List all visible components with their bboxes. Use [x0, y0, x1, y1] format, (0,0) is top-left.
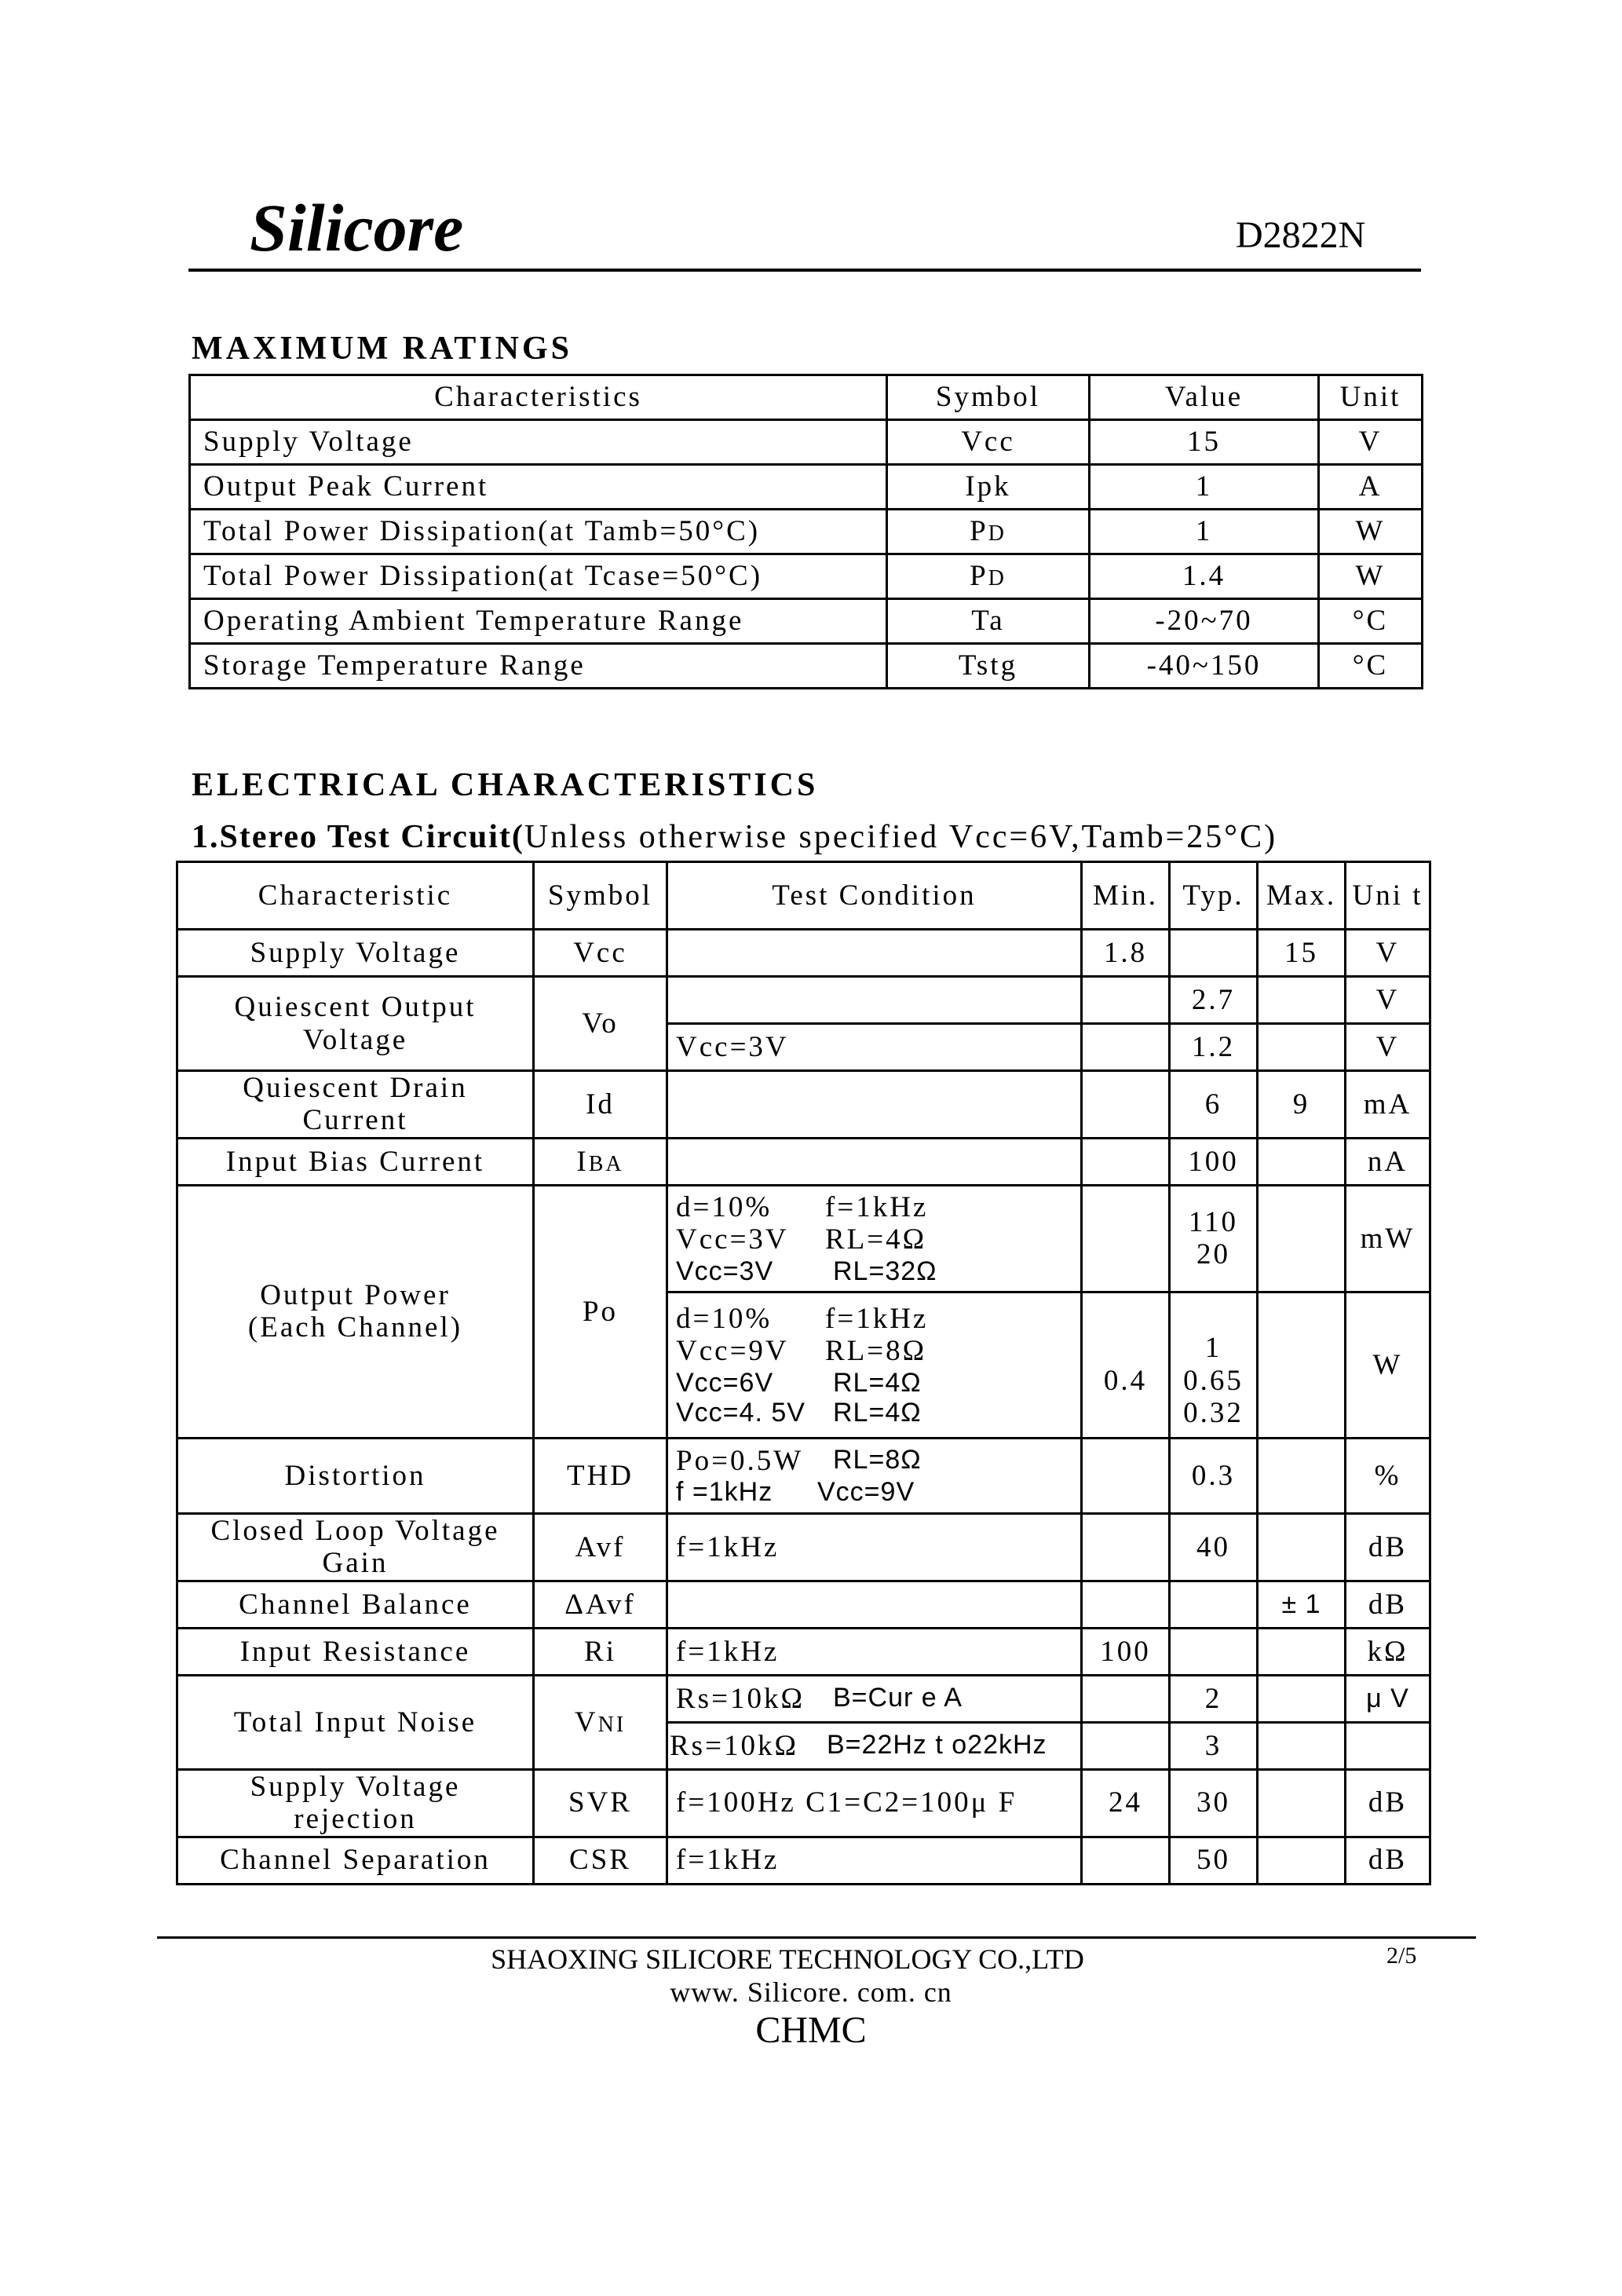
cell-unit: dB — [1346, 1837, 1430, 1884]
cell-max — [1258, 1292, 1346, 1438]
cell-characteristic: Operating Ambient Temperature Range — [190, 599, 887, 644]
condition-line — [676, 1445, 1072, 1477]
cell-typ: 6 — [1170, 1071, 1258, 1139]
cell-min: 100 — [1082, 1628, 1170, 1675]
cell-characteristic: Supply Voltage rejection — [177, 1769, 534, 1837]
cond-a: f =1kHz — [676, 1477, 773, 1508]
cell-symbol: Po — [534, 1185, 667, 1438]
cell-symbol — [534, 1138, 667, 1185]
cond-b: RL=8Ω — [825, 1335, 927, 1368]
cell-value: -20~70 — [1090, 599, 1319, 644]
cell-condition — [667, 1185, 1082, 1292]
table-row — [177, 1438, 1430, 1513]
symbol-main: P — [970, 560, 988, 593]
cell-condition: Vcc=3V — [667, 1024, 1082, 1071]
cond-a: Vcc=3V — [676, 1256, 774, 1286]
cell-characteristic: Closed Loop Voltage Gain — [177, 1513, 534, 1581]
table-row — [190, 510, 1423, 554]
col-unit: Unit — [1319, 375, 1423, 420]
cell-typ — [1170, 1185, 1258, 1292]
condition-line — [676, 1223, 1072, 1256]
cell-condition — [667, 1292, 1082, 1438]
cond-a: Po=0.5W — [676, 1444, 804, 1477]
cell-symbol: Vcc — [887, 420, 1090, 465]
table-row — [190, 465, 1423, 510]
condition-line — [676, 1683, 1072, 1715]
cell-unit: V — [1319, 420, 1423, 465]
col-unit: Uni t — [1346, 862, 1430, 930]
cell-condition: f=1kHz — [667, 1628, 1082, 1675]
cell-typ: 0.3 — [1170, 1438, 1258, 1513]
cell-min — [1082, 977, 1170, 1024]
symbol-main: V — [574, 1706, 598, 1738]
electrical-title: ELECTRICAL CHARACTERISTICS — [192, 767, 819, 803]
cell-unit: W — [1346, 1292, 1430, 1438]
cond-a: Vcc=6V — [676, 1367, 774, 1398]
symbol-subscript: D — [988, 566, 1006, 591]
cell-symbol — [534, 1675, 667, 1769]
cell-typ — [1170, 1628, 1258, 1675]
cell-symbol: Avf — [534, 1513, 667, 1581]
cond-a: d=10% — [676, 1190, 773, 1223]
table-row — [190, 599, 1423, 644]
cell-value: -40~150 — [1090, 644, 1319, 689]
cond-a: Rs=10kΩ — [676, 1682, 805, 1715]
cell-symbol: Vcc — [534, 930, 667, 977]
brand-logo: Silicore — [250, 190, 464, 265]
cell-unit: V — [1346, 977, 1430, 1024]
condition-line — [676, 1477, 1072, 1507]
cell-min — [1082, 1837, 1170, 1884]
cell-symbol: Tstg — [887, 644, 1090, 689]
cell-unit: A — [1319, 465, 1423, 510]
cell-max — [1258, 1185, 1346, 1292]
condition-line — [676, 1256, 1072, 1286]
footer-company — [0, 1943, 1622, 1976]
cell-min: 0.4 — [1082, 1292, 1170, 1438]
table-row — [177, 1185, 1430, 1292]
table-row — [177, 1769, 1430, 1837]
cell-min — [1082, 1438, 1170, 1513]
cell-symbol: THD — [534, 1438, 667, 1513]
cell-unit — [1346, 1722, 1430, 1769]
cell-condition: f=1kHz — [667, 1513, 1082, 1581]
cell-max: ± 1 — [1258, 1581, 1346, 1628]
condition-line — [676, 1368, 1072, 1398]
cell-max: 15 — [1258, 930, 1346, 977]
cell-min — [1082, 1138, 1170, 1185]
cond-b: Vcc=9V — [817, 1477, 915, 1508]
cell-typ: 40 — [1170, 1513, 1258, 1581]
cell-unit: dB — [1346, 1769, 1430, 1837]
cell-unit: nA — [1346, 1138, 1430, 1185]
table-row — [190, 554, 1423, 599]
cond-b: f=1kHz — [825, 1190, 929, 1223]
output-power-label-sub: (Each Channel) — [247, 1311, 463, 1344]
subsection-note: Unless otherwise specified Vcc=6V,Tamb=25°C) — [524, 819, 1278, 855]
col-characteristics: Characteristics — [190, 375, 887, 420]
cell-min — [1082, 1722, 1170, 1769]
cond-b: B=22Hz t o22kHz — [827, 1729, 1047, 1760]
cell-unit: dB — [1346, 1513, 1430, 1581]
cell-condition — [667, 1675, 1082, 1722]
cell-characteristic: Quiescent Drain Current — [177, 1071, 534, 1139]
col-symbol: Symbol — [534, 862, 667, 930]
cell-typ: 100 — [1170, 1138, 1258, 1185]
cell-max — [1258, 1769, 1346, 1837]
cell-condition: f=100Hz C1=C2=100μ F — [667, 1769, 1082, 1837]
cell-unit: °C — [1319, 599, 1423, 644]
cell-symbol: Ta — [887, 599, 1090, 644]
cell-max — [1258, 1837, 1346, 1884]
cell-max: 9 — [1258, 1071, 1346, 1139]
table-row — [177, 1628, 1430, 1675]
typ-value: 20 — [1196, 1238, 1230, 1271]
cond-a: Rs=10kΩ — [670, 1729, 798, 1762]
cell-condition: f=1kHz — [667, 1837, 1082, 1884]
cell-value: 1.4 — [1090, 554, 1319, 599]
company-name: SHAOXING SILICORE TECHNOLOGY CO.,LTD — [491, 1943, 1084, 1975]
cell-characteristic: Output Peak Current — [190, 465, 887, 510]
cell-symbol: SVR — [534, 1769, 667, 1837]
page-number: 2/5 — [1386, 1943, 1417, 1969]
condition-line — [670, 1730, 1072, 1762]
part-number: D2822N — [1236, 214, 1366, 256]
cell-min — [1082, 1185, 1170, 1292]
cell-max — [1258, 1513, 1346, 1581]
cell-min: 1.8 — [1082, 930, 1170, 977]
cell-characteristic: Distortion — [177, 1438, 534, 1513]
cell-characteristic — [177, 1185, 534, 1438]
cell-condition — [667, 1438, 1082, 1513]
condition-line — [676, 1191, 1072, 1223]
symbol-main: I — [576, 1145, 589, 1178]
cell-symbol: ΔAvf — [534, 1581, 667, 1628]
cell-value: 15 — [1090, 420, 1319, 465]
table-header-row — [190, 375, 1423, 420]
typ-value: 0.65 — [1183, 1364, 1244, 1397]
table-row — [190, 420, 1423, 465]
cell-characteristic: Supply Voltage — [190, 420, 887, 465]
symbol-subscript: BA — [588, 1151, 624, 1176]
cell-max — [1258, 1722, 1346, 1769]
max-ratings-title: MAXIMUM RATINGS — [192, 331, 573, 367]
table-header-row — [177, 862, 1430, 930]
cell-unit: dB — [1346, 1581, 1430, 1628]
subsection-title — [192, 818, 1277, 856]
cell-unit: W — [1319, 510, 1423, 554]
cond-b: RL=8Ω — [833, 1444, 922, 1475]
col-min: Min. — [1082, 862, 1170, 930]
subsection-bold: 1.Stereo Test Circuit( — [192, 819, 524, 855]
cell-symbol: Vo — [534, 977, 667, 1071]
cell-unit: V — [1346, 1024, 1430, 1071]
cell-symbol: Id — [534, 1071, 667, 1139]
cell-characteristic: Channel Separation — [177, 1837, 534, 1884]
cell-min: 24 — [1082, 1769, 1170, 1837]
table-row — [177, 1138, 1430, 1185]
cell-max — [1258, 977, 1346, 1024]
footer-code: CHMC — [755, 2009, 867, 2051]
footer-website: www. Silicore. com. cn — [670, 1976, 952, 2008]
symbol-subscript: D — [988, 521, 1006, 547]
table-row — [177, 930, 1430, 977]
cell-min — [1082, 1513, 1170, 1581]
col-test-condition: Test Condition — [667, 862, 1082, 930]
cell-max — [1258, 1438, 1346, 1513]
cell-typ: 30 — [1170, 1769, 1258, 1837]
cond-a: Vcc=3V — [676, 1223, 789, 1256]
cell-min — [1082, 1675, 1170, 1722]
cell-condition — [667, 1071, 1082, 1139]
cell-typ — [1170, 930, 1258, 977]
table-row — [177, 1837, 1430, 1884]
cell-characteristic: Supply Voltage — [177, 930, 534, 977]
typ-value: 110 — [1188, 1205, 1239, 1238]
col-characteristic: Characteristic — [177, 862, 534, 930]
cond-a: Vcc=4. 5V — [676, 1397, 806, 1428]
cell-typ: 50 — [1170, 1837, 1258, 1884]
table-row — [177, 1675, 1430, 1722]
table-row — [177, 1581, 1430, 1628]
cell-symbol: Ri — [534, 1628, 667, 1675]
cell-min — [1082, 1024, 1170, 1071]
cell-characteristic: Quiescent Output Voltage — [177, 977, 534, 1071]
cell-max — [1258, 1675, 1346, 1722]
cell-typ: 3 — [1170, 1722, 1258, 1769]
cell-characteristic: Channel Balance — [177, 1581, 534, 1628]
table-row — [190, 644, 1423, 689]
col-typ: Typ. — [1170, 862, 1258, 930]
cell-symbol — [887, 554, 1090, 599]
col-symbol: Symbol — [887, 375, 1090, 420]
cell-value: 1 — [1090, 465, 1319, 510]
cell-unit: % — [1346, 1438, 1430, 1513]
typ-value: 0.32 — [1183, 1397, 1244, 1430]
table-row — [177, 977, 1430, 1024]
cond-b: RL=32Ω — [833, 1256, 937, 1286]
cell-unit: V — [1346, 930, 1430, 977]
cell-characteristic: Input Resistance — [177, 1628, 534, 1675]
cell-condition — [667, 930, 1082, 977]
output-power-label: Output Power — [260, 1278, 451, 1311]
cell-unit: μ V — [1346, 1675, 1430, 1722]
cell-typ: 2.7 — [1170, 977, 1258, 1024]
condition-line — [676, 1303, 1072, 1335]
cell-min — [1082, 1581, 1170, 1628]
col-value: Value — [1090, 375, 1319, 420]
cell-characteristic: Storage Temperature Range — [190, 644, 887, 689]
cond-a: Vcc=9V — [676, 1335, 789, 1368]
cond-a: d=10% — [676, 1302, 773, 1335]
table-row — [177, 1071, 1430, 1139]
cell-characteristic: Input Bias Current — [177, 1138, 534, 1185]
electrical-table — [176, 861, 1431, 1885]
header-rule — [188, 269, 1421, 272]
cell-condition — [667, 977, 1082, 1024]
cell-min — [1082, 1071, 1170, 1139]
cell-typ: 2 — [1170, 1675, 1258, 1722]
typ-value: 1 — [1204, 1332, 1222, 1365]
col-max: Max. — [1258, 862, 1346, 930]
cell-value: 1 — [1090, 510, 1319, 554]
cell-unit: kΩ — [1346, 1628, 1430, 1675]
cell-characteristic: Total Input Noise — [177, 1675, 534, 1769]
symbol-main: P — [970, 515, 988, 548]
cell-characteristic: Total Power Dissipation(at Tcase=50°C) — [190, 554, 887, 599]
cond-b: RL=4Ω — [833, 1397, 922, 1428]
cond-b: f=1kHz — [825, 1302, 929, 1335]
cond-b: RL=4Ω — [833, 1367, 922, 1398]
cell-symbol: Ipk — [887, 465, 1090, 510]
table-row — [177, 1513, 1430, 1581]
cell-unit: °C — [1319, 644, 1423, 689]
cell-symbol — [887, 510, 1090, 554]
symbol-subscript: NI — [597, 1712, 627, 1737]
cell-typ — [1170, 1581, 1258, 1628]
condition-line — [676, 1335, 1072, 1367]
cell-max — [1258, 1024, 1346, 1071]
cell-symbol: CSR — [534, 1837, 667, 1884]
cell-max — [1258, 1138, 1346, 1185]
cell-condition — [667, 1581, 1082, 1628]
cell-typ: 1.2 — [1170, 1024, 1258, 1071]
footer-rule — [157, 1936, 1476, 1939]
cell-condition — [667, 1722, 1082, 1769]
max-ratings-table — [188, 374, 1423, 689]
cell-max — [1258, 1628, 1346, 1675]
cell-unit: mW — [1346, 1185, 1430, 1292]
cell-condition — [667, 1138, 1082, 1185]
cell-unit: mA — [1346, 1071, 1430, 1139]
cell-typ — [1170, 1292, 1258, 1438]
cell-characteristic: Total Power Dissipation(at Tamb=50°C) — [190, 510, 887, 554]
cell-unit: W — [1319, 554, 1423, 599]
cond-b: B=Cur e A — [833, 1682, 963, 1713]
condition-line — [676, 1398, 1072, 1428]
cond-b: RL=4Ω — [825, 1223, 927, 1256]
